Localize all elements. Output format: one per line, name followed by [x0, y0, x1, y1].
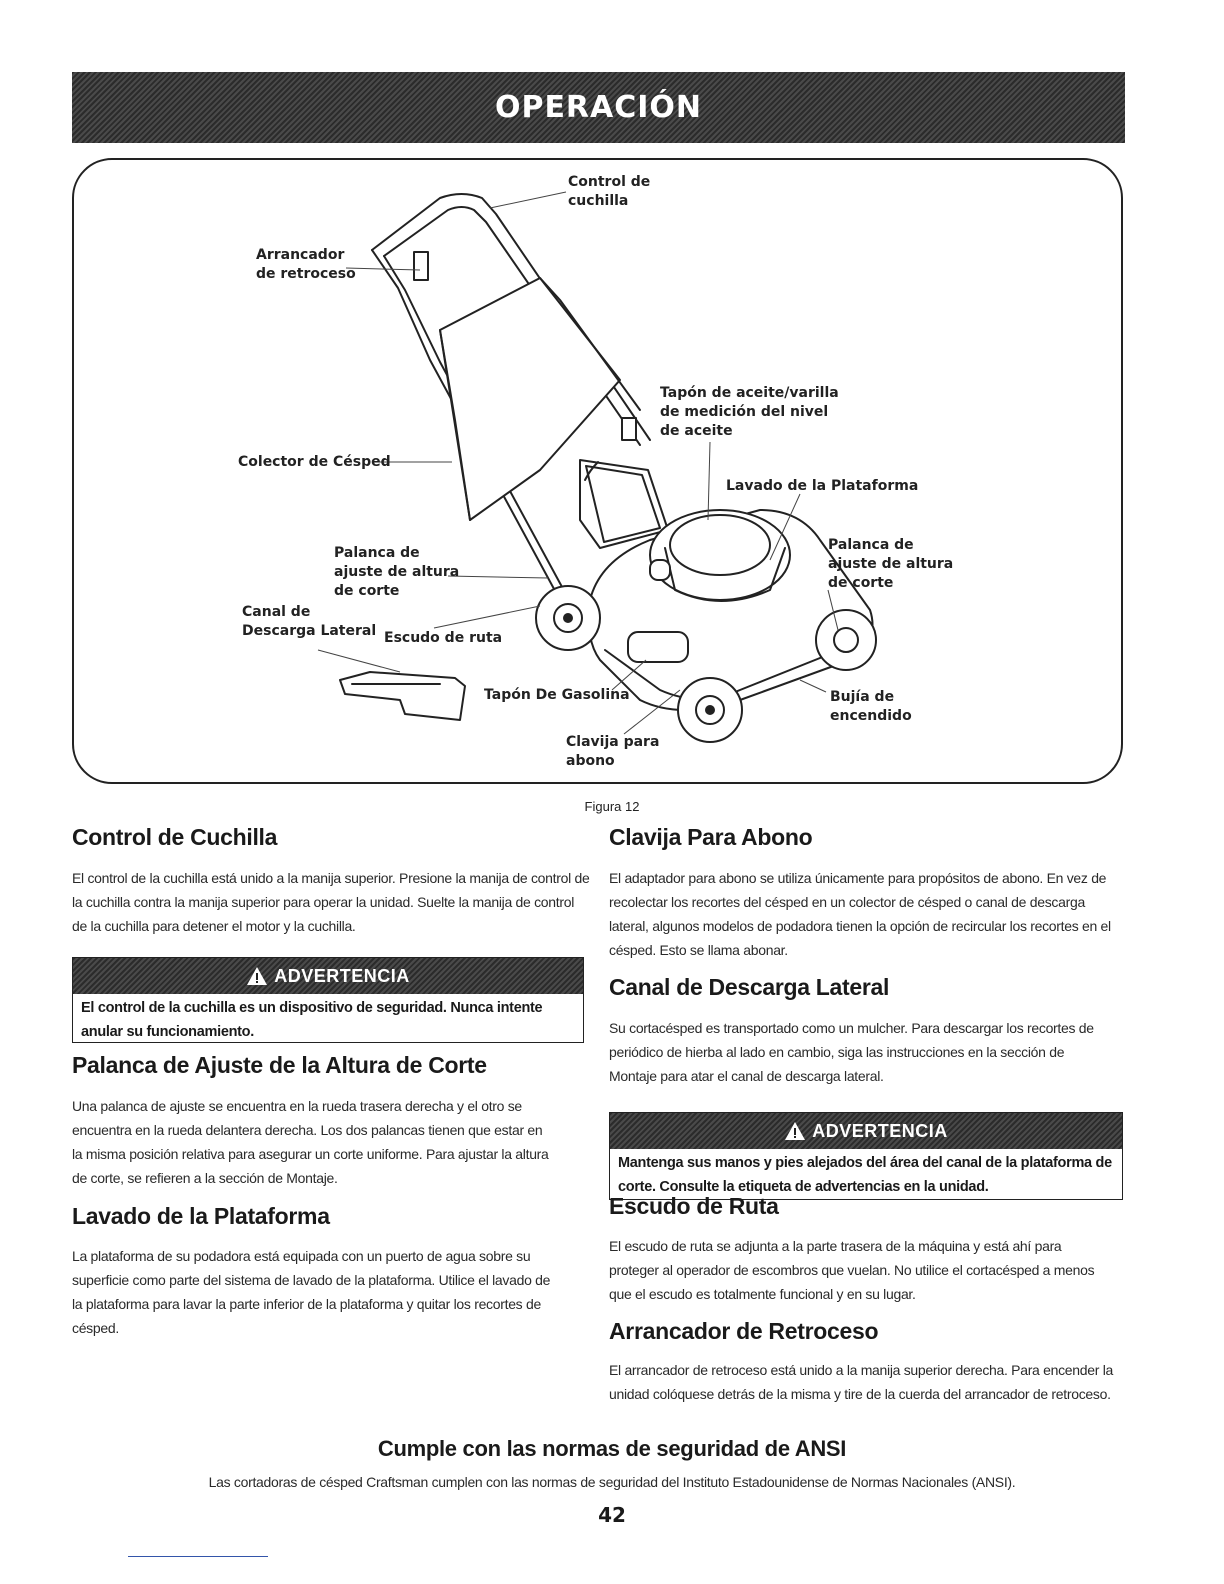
text-lavado: La plataforma de su podadora está equipada con un puerto de agua sobre su superficie como parte del sistema de lavado de la plataforma. Utilice el lavado de la plataforma para lavar la parte inferior de la plataforma y quitar los recortes de césped. — [72, 1248, 551, 1336]
heading-control-cuchilla: Control de Cuchilla — [72, 824, 278, 850]
page-number: 42 — [598, 1503, 626, 1527]
heading-clavija: Clavija Para Abono — [609, 824, 813, 850]
callout-palanca-izq: Palanca de ajuste de altura de corte — [334, 545, 460, 599]
warning-title: ADVERTENCIA — [812, 1120, 948, 1141]
text-palanca: Una palanca de ajuste se encuentra en la rueda trasera derecha y el otro se encuentra en la rueda delantera derecha. Los dos palancas tienen que estar en la misma posición relativa para asegurar un corte uniforme. Para ajustar la altura de corte, se refieren a la sección de Montaje. — [72, 1098, 549, 1186]
callout-clavija: Clavija para abono — [566, 734, 660, 769]
text-escudo: El escudo de ruta se adjunta a la parte trasera de la máquina y está ahí para proteger al operador de escombros que vuelan. No utilice el cortacésped a menos que el escudo es totalmente funcional y en su lugar. — [609, 1238, 1095, 1302]
section-title: OPERACIÓN — [494, 90, 703, 125]
callout-arrancador: Arrancador de retroceso — [256, 247, 356, 282]
callout-palanca-der: Palanca de ajuste de altura de corte — [828, 537, 954, 591]
text-arrancador: El arrancador de retroceso está unido a la manija superior derecha. Para encender la unidad colóquese detrás de la misma y tire de la cuerda del arrancador de retroceso. — [609, 1362, 1113, 1402]
warning-title: ADVERTENCIA — [274, 965, 410, 986]
text-control-cuchilla: El control de la cuchilla está unido a la manija superior. Presione la manija de control de la cuchilla contra la manija superior para operar la unidad. Suelte la manija de control de la cuchilla para detener el motor y la cuchilla. — [72, 870, 590, 934]
footnote-rule — [128, 1556, 268, 1557]
warning-header — [610, 1113, 1122, 1149]
callout-colector: Colector de Césped — [238, 454, 391, 470]
warning-text: Mantenga sus manos y pies alejados del área del canal de la plataforma de corte. Consulte la etiqueta de advertencias en la unidad. — [618, 1155, 1112, 1195]
warning-header — [73, 958, 583, 994]
heading-lavado: Lavado de la Plataforma — [72, 1203, 330, 1229]
heading-canal: Canal de Descarga Lateral — [609, 974, 890, 1000]
warning-text: El control de la cuchilla es un dispositivo de seguridad. Nunca intente anular su funcionamiento. — [81, 1000, 543, 1040]
ansi-text: Las cortadoras de césped Craftsman cumplen con las normas de seguridad del Instituto Estadounidense de Normas Nacionales (ANSI). — [208, 1474, 1016, 1490]
warning-triangle-icon — [784, 1121, 806, 1141]
warning-triangle-icon — [246, 966, 268, 986]
callout-escudo: Escudo de ruta — [384, 630, 503, 646]
callout-bujia: Bujía de encendido — [830, 689, 912, 724]
callout-control-cuchilla: Control de cuchilla — [568, 174, 651, 209]
figure-caption: Figura 12 — [584, 799, 640, 814]
callout-canal: Canal de Descarga Lateral — [242, 604, 377, 639]
callout-lavado: Lavado de la Plataforma — [726, 478, 919, 494]
text-clavija: El adaptador para abono se utiliza únicamente para propósitos de abono. En vez de recolectar los recortes del césped en un colector de césped o canal de descarga lateral, algunos modelos de podadora tienen la opción de recircular los recortes en el césped. Esto se llama abonar. — [609, 870, 1111, 958]
heading-arrancador: Arrancador de Retroceso — [609, 1318, 879, 1344]
warning-box-1 — [72, 957, 584, 1043]
callout-tapon-gasolina: Tapón De Gasolina — [484, 687, 630, 703]
warning-box-2 — [609, 1112, 1123, 1200]
text-canal: Su cortacésped es transportado como un mulcher. Para descargar los recortes de periódico de hierba al lado en cambio, siga las instrucciones en la sección de Montaje para atar el canal de descarga lateral. — [609, 1020, 1094, 1084]
ansi-heading: Cumple con las normas de seguridad de ANSI — [377, 1436, 847, 1461]
heading-escudo: Escudo de Ruta — [609, 1193, 779, 1219]
heading-palanca: Palanca de Ajuste de la Altura de Corte — [72, 1052, 487, 1078]
callout-tapon-aceite: Tapón de aceite/varilla de medición del nivel de aceite — [660, 385, 839, 439]
